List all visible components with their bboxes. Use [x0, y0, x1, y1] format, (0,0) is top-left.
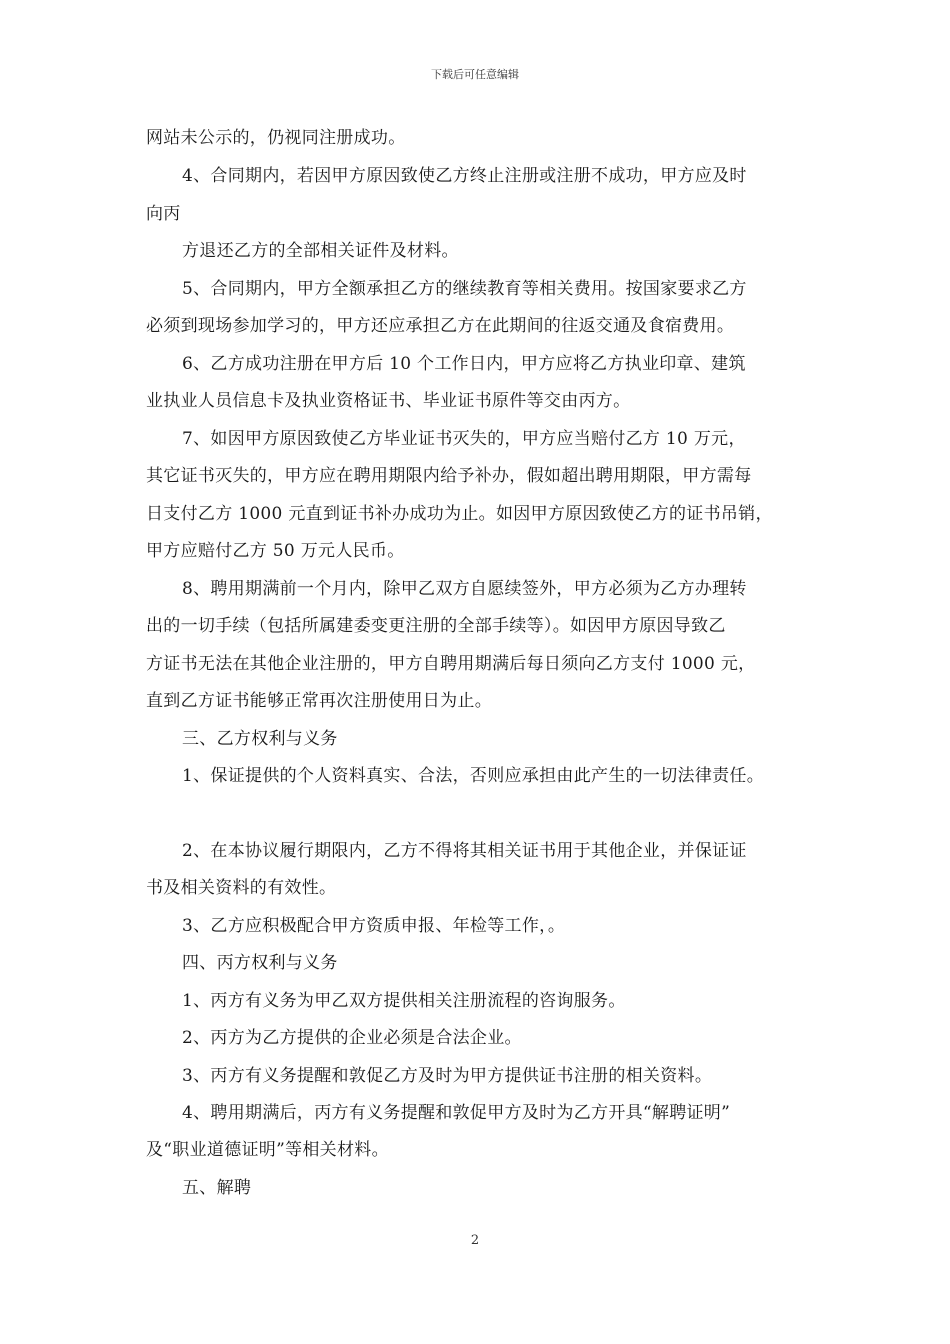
text-line: 8、聘用期满前一个月内，除甲乙双方自愿续签外，甲方必须为乙方办理转 [182, 579, 747, 599]
text-line: 2、丙方为乙方提供的企业必须是合法企业。 [182, 1028, 522, 1048]
text-line: 7、如因甲方原因致使乙方毕业证书灭失的，甲方应当赔付乙方 10 万元， [182, 429, 746, 449]
text-line: 4、合同期内，若因甲方原因致使乙方终止注册或注册不成功，甲方应及时 [182, 166, 747, 186]
text-line: 6、乙方成功注册在甲方后 10 个工作日内，甲方应将乙方执业印章、建筑 [182, 354, 746, 374]
text-line: 1、保证提供的个人资料真实、合法，否则应承担由此产生的一切法律责任。 [182, 766, 765, 786]
text-line: 方证书无法在其他企业注册的，甲方自聘用期满后每日须向乙方支付 1000 元， [146, 654, 756, 674]
text-line: 其它证书灭失的，甲方应在聘用期限内给予补办，假如超出聘用期限，甲方需每 [146, 466, 752, 486]
text-line: 向丙 [146, 204, 181, 224]
text-line: 5、合同期内，甲方全额承担乙方的继续教育等相关费用。按国家要求乙方 [182, 279, 747, 299]
text-line: 甲方应赔付乙方 50 万元人民币。 [146, 541, 405, 561]
text-line: 2、在本协议履行期限内，乙方不得将其相关证书用于其他企业，并保证证 [182, 841, 747, 861]
text-line: 书及相关资料的有效性。 [146, 878, 337, 898]
text-line: 出的一切手续（包括所属建委变更注册的全部手续等）。如因甲方原因导致乙 [146, 616, 726, 636]
text-line: 直到乙方证书能够正常再次注册使用日为止。 [146, 691, 492, 711]
page-number: 2 [470, 1233, 480, 1248]
text-line: 网站未公示的，仍视同注册成功。 [146, 128, 406, 148]
section-heading: 三、乙方权利与义务 [182, 729, 338, 749]
section-heading: 四、丙方权利与义务 [182, 953, 338, 973]
text-line: 日支付乙方 1000 元直到证书补办成功为止。如因甲方原因致使乙方的证书吊销， [146, 504, 773, 524]
text-line: 3、丙方有义务提醒和敦促乙方及时为甲方提供证书注册的相关资料。 [182, 1066, 713, 1086]
section-heading: 五、解聘 [182, 1178, 252, 1198]
text-line: 方退还乙方的全部相关证件及材料。 [182, 241, 459, 261]
text-line: 必须到现场参加学习的，甲方还应承担乙方在此期间的往返交通及食宿费用。 [146, 316, 735, 336]
text-line: 及“职业道德证明”等相关材料。 [146, 1140, 389, 1160]
text-line: 4、聘用期满后，丙方有义务提醒和敦促甲方及时为乙方开具“解聘证明” [182, 1103, 731, 1123]
header-note: 下载后可任意编辑 [431, 68, 519, 81]
text-line: 3、乙方应积极配合甲方资质申报、年检等工作，。 [182, 916, 566, 936]
text-line: 业执业人员信息卡及执业资格证书、毕业证书原件等交由丙方。 [146, 391, 631, 411]
text-line: 1、丙方有义务为甲乙双方提供相关注册流程的咨询服务。 [182, 991, 626, 1011]
